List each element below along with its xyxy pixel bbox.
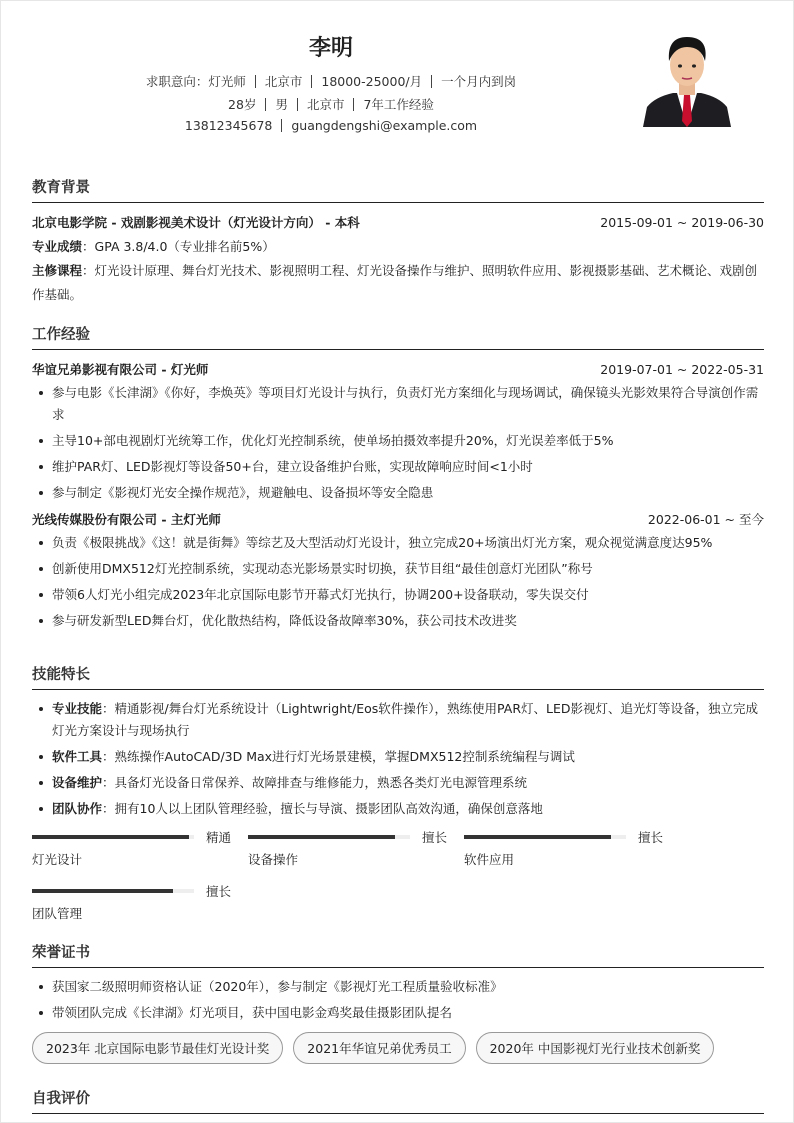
section-title: 工作经验 bbox=[32, 323, 764, 350]
skill-bar-item bbox=[32, 828, 248, 868]
phone: 13812345678 bbox=[184, 118, 273, 133]
contact-line bbox=[1, 118, 661, 133]
skill-bar-item bbox=[32, 882, 248, 922]
school: 北京电影学院 - 戏剧影视美术设计（灯光设计方向） - 本科 bbox=[32, 215, 360, 230]
gender: 男 bbox=[275, 97, 288, 112]
skill-text: ：拥有10人以上团队管理经验，擅长与导演、摄影团队高效沟通，确保创意落地 bbox=[102, 801, 543, 816]
section-title: 技能特长 bbox=[32, 663, 764, 690]
self-evaluation-section bbox=[32, 1087, 764, 1122]
job-dates: 2022-06-01 ~ 至今 bbox=[647, 512, 764, 527]
job-dates: 2019-07-01 ~ 2022-05-31 bbox=[600, 362, 764, 377]
award-tags bbox=[32, 1032, 764, 1064]
job-company: 华谊兄弟影视有限公司 - 灯光师 bbox=[32, 362, 209, 377]
age: 28岁 bbox=[228, 97, 257, 112]
skill-name: 团队管理 bbox=[32, 906, 83, 921]
skill-bar bbox=[464, 835, 626, 839]
job-intention-line bbox=[1, 72, 661, 90]
list-item bbox=[32, 746, 764, 768]
skill-level: 擅长 bbox=[206, 884, 232, 899]
skill-text: ：熟练操作AutoCAD/3D Max进行灯光场景建模，掌握DMX512控制系统编程与调试 bbox=[102, 749, 575, 764]
availability: 一个月内到岗 bbox=[441, 74, 517, 89]
skill-level: 擅长 bbox=[422, 830, 448, 845]
skill-bars bbox=[32, 828, 764, 936]
award-tag: 2023年 北京国际电影节最佳灯光设计奖 bbox=[32, 1032, 283, 1064]
personal-info-line bbox=[1, 95, 661, 113]
job-duties bbox=[32, 532, 764, 632]
skill-bar-item bbox=[464, 828, 680, 868]
edu-dates: 2015-09-01 ~ 2019-06-30 bbox=[600, 215, 764, 230]
list-item bbox=[32, 698, 764, 742]
job-duties bbox=[32, 382, 764, 504]
gpa bbox=[32, 235, 764, 259]
education-section bbox=[32, 176, 764, 307]
section-title: 自我评价 bbox=[32, 1087, 764, 1114]
gpa-value: ：GPA 3.8/4.0（专业排名前5%） bbox=[82, 239, 275, 254]
skill-label: 设备维护 bbox=[52, 775, 103, 790]
skills-list bbox=[32, 698, 764, 820]
location: 北京市 bbox=[306, 97, 345, 112]
skill-bar-fill bbox=[248, 835, 395, 839]
section-title: 荣誉证书 bbox=[32, 941, 764, 968]
skill-bar-fill bbox=[464, 835, 611, 839]
section-title: 教育背景 bbox=[32, 176, 764, 203]
courses-value: ：灯光设计原理、舞台灯光技术、影视照明工程、灯光设备操作与维护、照明软件应用、影视摄影基础、艺术概论、戏剧创作基础。 bbox=[32, 263, 758, 302]
experience: 7年工作经验 bbox=[363, 97, 434, 112]
intention: 求职意向：灯光师 bbox=[145, 74, 246, 89]
list-item: 获国家二级照明师资格认证（2020年），参与制定《影视灯光工程质量验收标准》 bbox=[32, 976, 764, 998]
job-company: 光线传媒股份有限公司 - 主灯光师 bbox=[32, 512, 221, 527]
work-section bbox=[32, 323, 764, 636]
avatar bbox=[641, 29, 733, 127]
list-item bbox=[32, 798, 764, 820]
skill-label: 团队协作 bbox=[52, 801, 103, 816]
skill-bar-fill bbox=[32, 835, 189, 839]
courses-label: 主修课程 bbox=[32, 263, 83, 278]
list-item: 参与制定《影视灯光安全操作规范》，规避触电、设备损坏等安全隐患 bbox=[32, 482, 764, 504]
list-item: 带领6人灯光小组完成2023年北京国际电影节开幕式灯光执行，协调200+设备联动，零失误交付 bbox=[32, 584, 764, 606]
award-tag: 2021年华谊兄弟优秀员工 bbox=[293, 1032, 465, 1064]
gpa-label: 专业成绩 bbox=[32, 239, 83, 254]
skill-bar bbox=[32, 889, 194, 893]
list-item: 负责《极限挑战》《这！就是街舞》等综艺及大型活动灯光设计，独立完成20+场演出灯光方案，观众视觉满意度达95% bbox=[32, 532, 764, 554]
salary: 18000-25000/月 bbox=[321, 74, 423, 89]
honors-section bbox=[32, 941, 764, 1064]
skill-bar-fill bbox=[32, 889, 173, 893]
candidate-name: 李明 bbox=[308, 36, 353, 61]
list-item: 维护PAR灯、LED影视灯等设备50+台，建立设备维护台账，实现故障响应时间<1小时 bbox=[32, 456, 764, 478]
skill-bar-item bbox=[248, 828, 464, 868]
skill-bar bbox=[248, 835, 410, 839]
skill-label: 软件工具 bbox=[52, 749, 103, 764]
city: 北京市 bbox=[264, 74, 303, 89]
list-item: 参与电影《长津湖》《你好，李焕英》等项目灯光设计与执行，负责灯光方案细化与现场调试，确保镜头光影效果符合导演创作需求 bbox=[32, 382, 764, 426]
skill-name: 设备操作 bbox=[248, 852, 299, 867]
list-item: 带领团队完成《长津湖》灯光项目，获中国电影金鸡奖最佳摄影团队提名 bbox=[32, 1002, 764, 1024]
list-item bbox=[32, 772, 764, 794]
award-tag: 2020年 中国影视灯光行业技术创新奖 bbox=[476, 1032, 715, 1064]
skill-text: ：具备灯光设备日常保养、故障排查与维修能力，熟悉各类灯光电源管理系统 bbox=[102, 775, 528, 790]
courses bbox=[32, 259, 764, 307]
list-item: 参与研发新型LED舞台灯，优化散热结构，降低设备故障率30%，获公司技术改进奖 bbox=[32, 610, 764, 632]
honors-list bbox=[32, 976, 764, 1024]
list-item: 创新使用DMX512灯光控制系统，实现动态光影场景实时切换，获节目组“最佳创意灯光团队”称号 bbox=[32, 558, 764, 580]
skills-section bbox=[32, 663, 764, 936]
email: guangdengshi@example.com bbox=[291, 118, 478, 133]
skill-level: 精通 bbox=[206, 830, 232, 845]
skill-name: 软件应用 bbox=[464, 852, 515, 867]
resume-header bbox=[1, 1, 793, 161]
skill-text: ：精通影视/舞台灯光系统设计（Lightwright/Eos软件操作），熟练使用PAR灯、LED影视灯、追光灯等设备，独立完成灯光方案设计与现场执行 bbox=[52, 701, 758, 738]
skill-bar bbox=[32, 835, 194, 839]
list-item: 主导10+部电视剧灯光统筹工作，优化灯光控制系统，使单场拍摄效率提升20%，灯光误差率低于5% bbox=[32, 430, 764, 452]
skill-name: 灯光设计 bbox=[32, 852, 83, 867]
skill-label: 专业技能 bbox=[52, 701, 103, 716]
skill-level: 擅长 bbox=[638, 830, 664, 845]
